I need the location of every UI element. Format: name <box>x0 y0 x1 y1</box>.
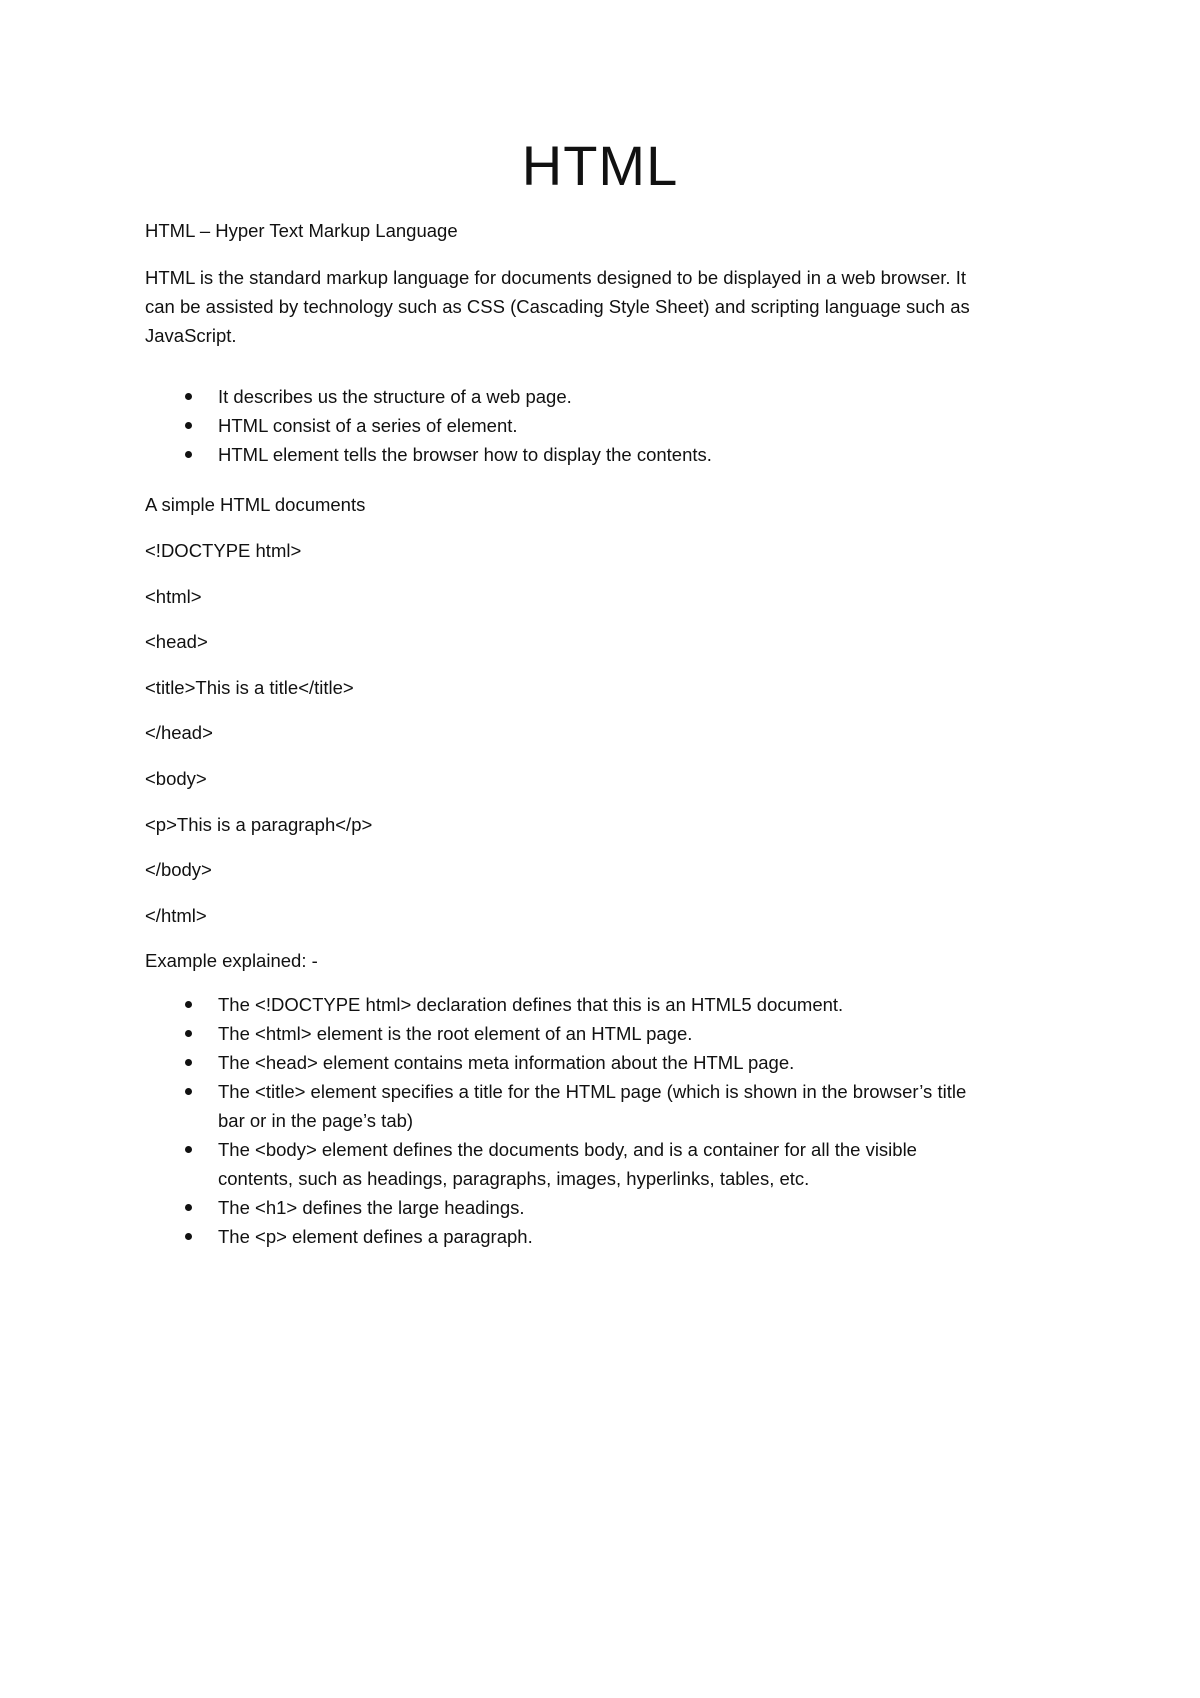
explanation-line: The <p> element defines a paragraph. <box>218 1226 533 1247</box>
list-item <box>145 1019 1065 1048</box>
bullet-icon <box>185 1233 192 1240</box>
explanation-line: contents, such as headings, paragraphs, images, hyperlinks, tables, etc. <box>218 1168 810 1189</box>
code-line: <head> <box>145 631 208 652</box>
code-line: </html> <box>145 905 207 926</box>
page-title: HTML <box>521 134 679 197</box>
intro-paragraph <box>145 263 970 350</box>
bullet-icon <box>185 451 192 458</box>
bullet-icon <box>185 1001 192 1008</box>
code-line: <p>This is a paragraph</p> <box>145 814 373 835</box>
list-item <box>145 1222 1065 1251</box>
explanations-list <box>145 990 1065 1251</box>
explanation-line: The <h1> defines the large headings. <box>218 1197 525 1218</box>
bullet-icon <box>185 1146 192 1153</box>
bullet-icon <box>185 1059 192 1066</box>
list-item <box>145 440 1065 469</box>
intro-line: HTML is the standard markup language for documents designed to be displayed in a web browser. It <box>145 267 966 288</box>
explained-heading: Example explained: - <box>145 950 318 971</box>
code-line: </head> <box>145 722 213 743</box>
code-line: <html> <box>145 586 202 607</box>
explanation-line: The <title> element specifies a title for the HTML page (which is shown in the browser’s title <box>218 1081 967 1102</box>
explanation-line: bar or in the page’s tab) <box>218 1110 414 1131</box>
code-line: <title>This is a title</title> <box>145 677 354 698</box>
feature-text: HTML consist of a series of element. <box>218 415 518 436</box>
code-line: <body> <box>145 768 207 789</box>
code-line: <!DOCTYPE html> <box>145 540 302 561</box>
bullet-icon <box>185 1088 192 1095</box>
feature-text: It describes us the structure of a web page. <box>218 386 572 407</box>
bullet-icon <box>185 1204 192 1211</box>
subtitle: HTML – Hyper Text Markup Language <box>145 220 458 241</box>
list-item <box>145 411 1065 440</box>
explanation-line: The <!DOCTYPE html> declaration defines that this is an HTML5 document. <box>218 994 844 1015</box>
list-item <box>145 1077 1065 1135</box>
explanation-line: The <body> element defines the documents body, and is a container for all the visible <box>218 1139 917 1160</box>
bullet-icon <box>185 1030 192 1037</box>
feature-text: HTML element tells the browser how to display the contents. <box>218 444 712 465</box>
list-item <box>145 990 1065 1019</box>
intro-line: can be assisted by technology such as CSS (Cascading Style Sheet) and scripting language such as <box>145 296 970 317</box>
example-heading: A simple HTML documents <box>145 494 366 515</box>
intro-line: JavaScript. <box>145 325 237 346</box>
list-item <box>145 382 1065 411</box>
explanation-line: The <html> element is the root element of an HTML page. <box>218 1023 693 1044</box>
list-item <box>145 1135 1065 1193</box>
list-item <box>145 1193 1065 1222</box>
bullet-icon <box>185 393 192 400</box>
explanation-line: The <head> element contains meta information about the HTML page. <box>218 1052 795 1073</box>
list-item <box>145 1048 1065 1077</box>
code-line: </body> <box>145 859 212 880</box>
features-list <box>145 382 1065 469</box>
bullet-icon <box>185 422 192 429</box>
